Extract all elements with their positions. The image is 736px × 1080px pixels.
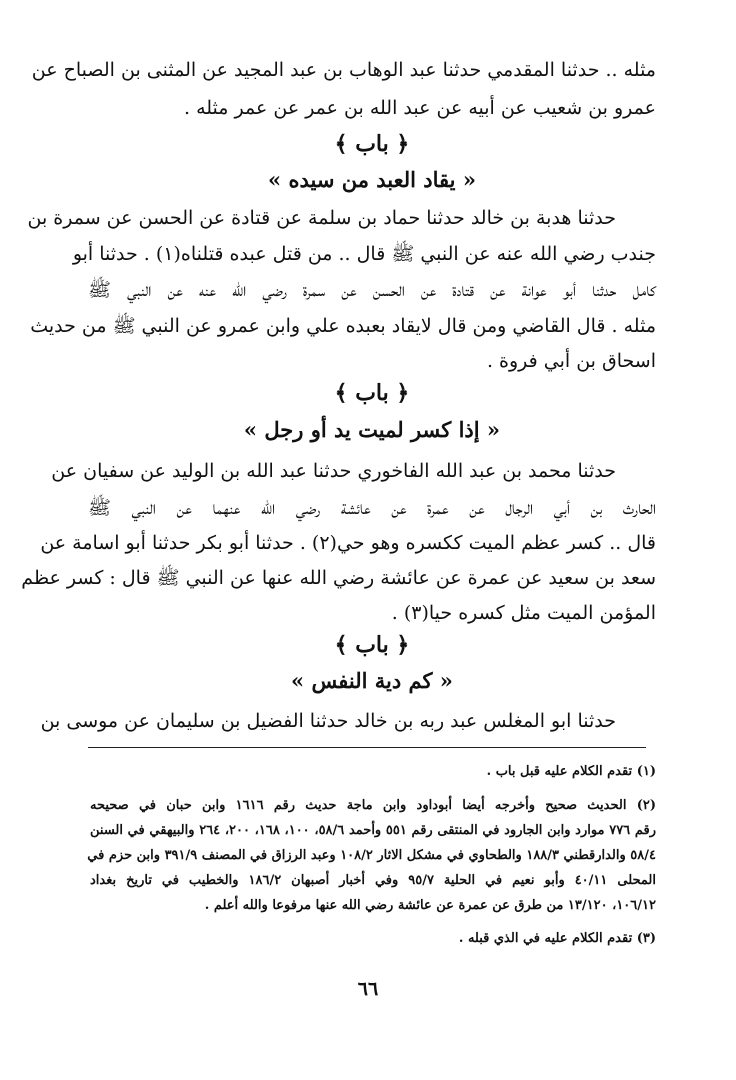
footnote-line: ١٠٦/١٢، ١٣/١٢٠ من طرق عن عمرة عن عائشة رضي الله عنها مرفوعا والله أعلم . (204, 898, 656, 913)
footnote-line: (١) تقدم الكلام عليه قبل باب . (486, 764, 656, 779)
footnote-line: رقم ٧٧٦ موارد وابن الجارود في المنتقى رقم ٥٥١ وأحمد ٥٨/٦، ١٠٠، ١٦٨، ٢٠٠، ٢٦٤ والبيهقي في السنن (90, 823, 656, 838)
body-line: المؤمن الميت مثل كسره حيا(٣) . (391, 602, 656, 624)
body-line: حدثنا هدبة بن خالد حدثنا حماد بن سلمة عن قتادة عن الحسن عن سمرة بن (27, 207, 616, 229)
section-heading: « إذا كسر لميت يد أو رجل » (243, 417, 501, 442)
body-line: جندب رضي الله عنه عن النبي ﷺ قال .. من قتل عبده قتلناه(١) . حدثنا أبو (72, 243, 656, 265)
footnote-line: المحلى ٤٠/١١ وأبو نعيم في الحلية ٩٥/٧ وفي أخبار أصبهان ١٨٦/٢ والخطيب في تاريخ بغداد (90, 873, 656, 888)
footnote-line: (٣) تقدم الكلام عليه في الذي قبله . (458, 931, 656, 946)
section-bab-label: ﴿ باب ﴾ (334, 131, 410, 157)
body-line: مثله .. حدثنا المقدمي حدثنا عبد الوهاب بن عبد المجيد عن المثنى بن الصباح عن (31, 59, 656, 81)
body-line: سعد بن سعيد عن عمرة عن عائشة رضي الله عنها عن النبي ﷺ قال : كسر عظم (21, 567, 656, 589)
section-bab-label: ﴿ باب ﴾ (334, 380, 410, 406)
body-line: كامل حدثنا أبو عوانة عن قتادة عن الحسن عن سمرة رضي الله عنه عن النبي ﷺ (88, 279, 656, 301)
section-bab-label: ﴿ باب ﴾ (334, 632, 410, 658)
footnote-line: ٥٨/٤ والدارقطني ١٨٨/٣ والطحاوي في مشكل الاثار ١٠٨/٢ وعبد الرزاق في المصنف ٣٩١/٩ وابن حزم في (87, 848, 656, 863)
footnote-line: (٢) الحديث صحيح وأخرجه أيضا أبوداود وابن ماجة حديث رقم ١٦١٦ وابن حبان في صحيحه (90, 798, 656, 813)
body-line: حدثنا ابو المغلس عبد ربه بن خالد حدثنا الفضيل بن سليمان عن موسى بن (40, 710, 616, 732)
body-line: قال .. كسر عظم الميت ككسره وهو حي(٢) . حدثنا أبو بكر حدثنا أبو اسامة عن (40, 532, 656, 554)
section-heading: « كم دية النفس » (291, 668, 453, 693)
body-line: عمرو بن شعيب عن أبيه عن عبد الله بن عمر عن عمر مثله . (184, 97, 656, 119)
section-heading: « يقاد العبد من سيده » (268, 167, 476, 192)
body-line: اسحاق بن أبي فروة . (486, 350, 656, 372)
body-line: مثله . قال القاضي ومن قال لايقاد بعبده علي وابن عمرو عن النبي ﷺ من حديث (30, 315, 656, 337)
footnote-divider (88, 747, 646, 748)
page-number: ٦٦ (357, 978, 379, 1000)
body-line: حدثنا محمد بن عبد الله الفاخوري حدثنا عبد الله بن الوليد عن سفيان عن (51, 460, 616, 482)
body-line: الحارث بن أبي الرجال عن عمرة عن عائشة رضي الله عنهما عن النبي ﷺ (88, 497, 656, 519)
